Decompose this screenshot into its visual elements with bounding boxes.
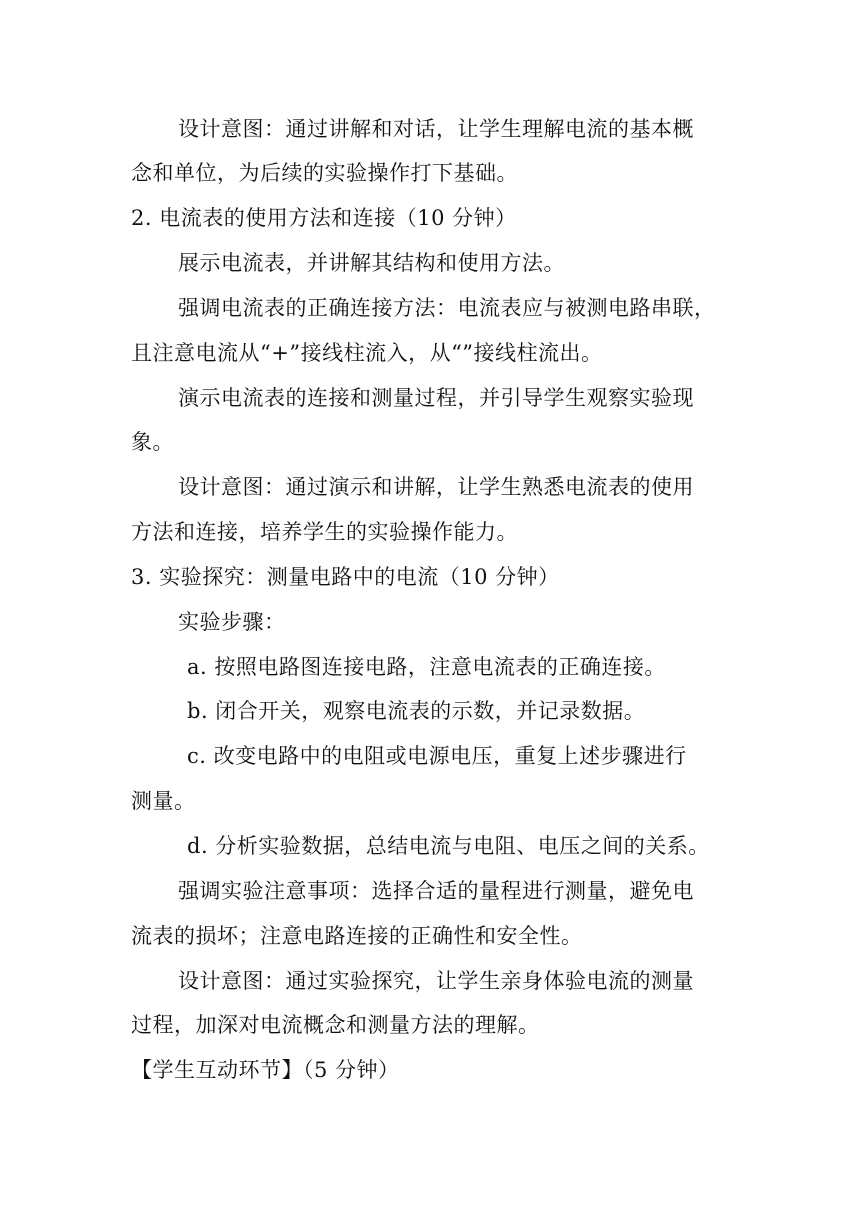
list-item-continuation: 测量。 <box>131 789 196 813</box>
section-heading: 2. 电流表的使用方法和连接（10 分钟） <box>131 206 517 230</box>
paragraph-line: 设计意图：通过实验探究，让学生亲身体验电流的测量 <box>178 969 694 993</box>
paragraph-line: 设计意图：通过讲解和对话，让学生理解电流的基本概 <box>178 117 694 141</box>
paragraph-line: 强调电流表的正确连接方法：电流表应与被测电路串联， <box>178 296 716 320</box>
section-heading: 【学生互动环节】（5 分钟） <box>131 1058 400 1082</box>
paragraph-line: 方法和连接，培养学生的实验操作能力。 <box>131 520 518 544</box>
list-item: d. 分析实验数据，总结电流与电阻、电压之间的关系。 <box>187 834 710 858</box>
paragraph-line: 实验步骤： <box>178 610 286 634</box>
paragraph-line: 象。 <box>131 430 174 454</box>
paragraph-line: 设计意图：通过演示和讲解，让学生熟悉电流表的使用 <box>178 475 694 499</box>
paragraph-line: 流表的损坏；注意电路连接的正确性和安全性。 <box>131 924 583 948</box>
list-item: c. 改变电路中的电阻或电源电压，重复上述步骤进行 <box>187 744 687 768</box>
list-item: b. 闭合开关，观察电流表的示数，并记录数据。 <box>187 699 646 723</box>
section-heading: 3. 实验探究：测量电路中的电流（10 分钟） <box>131 565 560 589</box>
paragraph-line: 念和单位，为后续的实验操作打下基础。 <box>131 161 518 185</box>
paragraph-line: 且注意电流从“+”接线柱流入，从“”接线柱流出。 <box>131 341 603 365</box>
paragraph-line: 演示电流表的连接和测量过程，并引导学生观察实验现 <box>178 386 694 410</box>
list-item: a. 按照电路图连接电路，注意电流表的正确连接。 <box>187 655 666 679</box>
paragraph-line: 过程，加深对电流概念和测量方法的理解。 <box>131 1013 540 1037</box>
paragraph-line: 展示电流表，并讲解其结构和使用方法。 <box>178 251 565 275</box>
paragraph-line: 强调实验注意事项：选择合适的量程进行测量，避免电 <box>178 879 694 903</box>
